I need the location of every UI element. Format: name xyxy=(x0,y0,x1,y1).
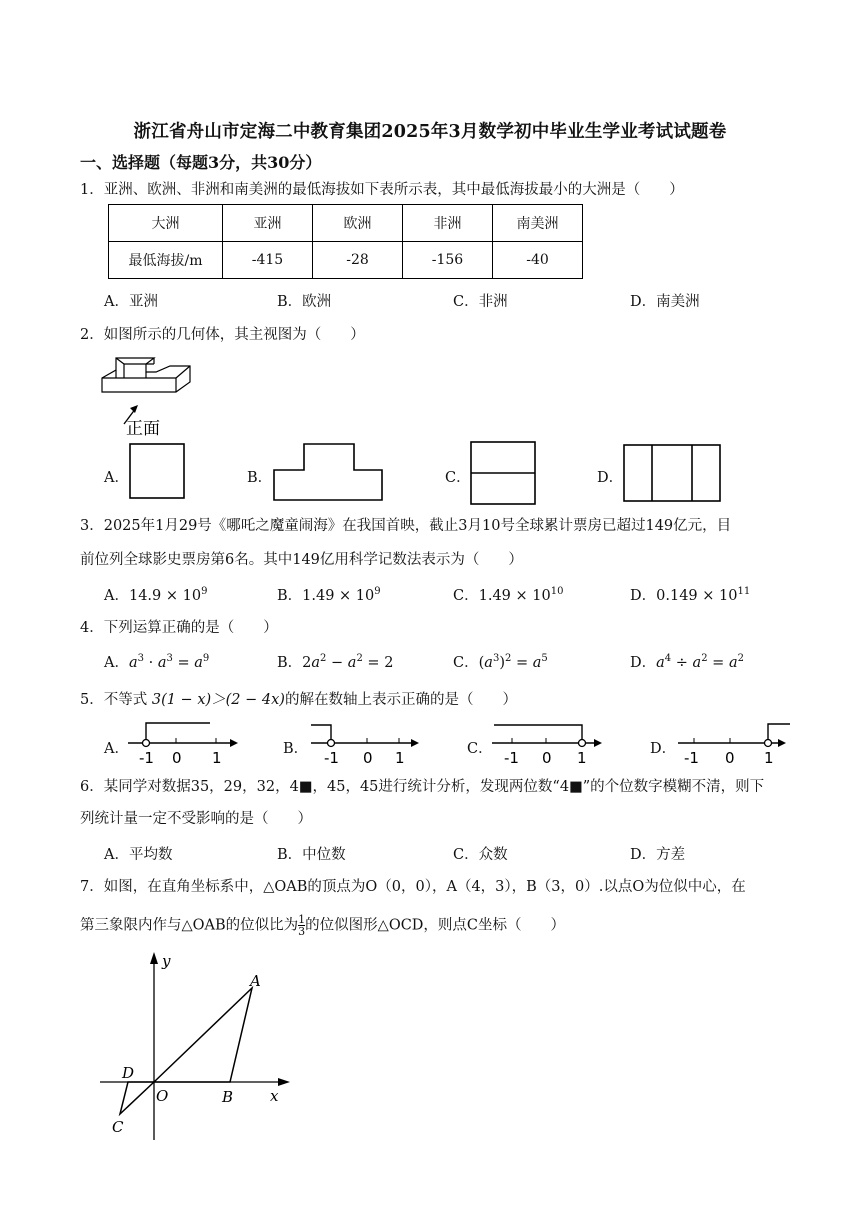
point-a-label: A xyxy=(250,972,261,990)
number-line-d xyxy=(674,718,796,766)
y-axis-label: y xyxy=(162,952,171,970)
option-label: B． xyxy=(277,655,303,671)
q2-option-b[interactable]: B． xyxy=(247,470,273,486)
table-cell: 南美洲 xyxy=(493,205,583,242)
number-line-b xyxy=(307,718,423,766)
option-label: D． xyxy=(630,655,657,671)
view-b-stepped xyxy=(270,440,386,504)
view-c-split-horizontal xyxy=(469,440,537,506)
number-line-a xyxy=(126,718,242,766)
q3-option-a[interactable] xyxy=(104,584,207,605)
q6-option-b[interactable]: B．中位数 xyxy=(277,847,346,863)
table-row xyxy=(109,205,583,242)
tick-label: -1 xyxy=(684,749,699,766)
tick-label: 0 xyxy=(542,749,552,766)
q4-option-a[interactable]: A．$a^3 \cdot a^3 = a^9$ xyxy=(104,653,210,671)
number-line-c xyxy=(488,718,608,766)
q1-option-a[interactable]: A．亚洲 xyxy=(104,294,158,310)
q5-option-d[interactable]: D． xyxy=(650,741,677,757)
question-2-text: 2．如图所示的几何体，其主视图为（ ） xyxy=(80,327,365,343)
tick-label: 1 xyxy=(395,749,405,766)
tick-label: 1 xyxy=(212,749,222,766)
q3-option-d[interactable] xyxy=(630,584,750,605)
q6-option-a[interactable]: A．平均数 xyxy=(104,847,173,863)
q4-option-c[interactable]: C．$(a^3)^2 = a^5$ xyxy=(453,653,548,671)
option-exponent: 9 xyxy=(374,586,381,598)
coordinate-figure xyxy=(98,948,294,1144)
question-5-text xyxy=(80,690,517,710)
tick-label: 0 xyxy=(363,749,373,766)
altitude-table xyxy=(108,204,583,279)
q1-option-d[interactable]: D．南美洲 xyxy=(630,294,700,310)
inequality: 3(1 − x)＞(2 − 4x) xyxy=(151,692,285,708)
question-7-line2 xyxy=(80,914,565,937)
question-1-text: 1．亚洲、欧洲、非洲和南美洲的最低海拔如下表所示表，其中最低海拔最小的大洲是（ ） xyxy=(80,182,684,198)
fraction-numerator: 1 xyxy=(298,913,306,926)
point-d-label: D xyxy=(122,1064,135,1082)
point-c-label: C xyxy=(112,1118,124,1136)
tick-label: 0 xyxy=(725,749,735,766)
x-axis-label: x xyxy=(270,1087,279,1105)
question-4-text: 4．下列运算正确的是（ ） xyxy=(80,620,278,636)
q5-option-c[interactable]: C． xyxy=(467,741,493,757)
table-cell: 亚洲 xyxy=(223,205,313,242)
tick-label: -1 xyxy=(324,749,339,766)
q1-option-c[interactable]: C．非洲 xyxy=(453,294,508,310)
option-label: D． xyxy=(630,588,657,604)
q6-option-c[interactable]: C．众数 xyxy=(453,847,508,863)
table-cell: 大洲 xyxy=(109,205,223,242)
tick-label: 1 xyxy=(577,749,587,766)
q5-option-a[interactable]: A． xyxy=(104,741,129,757)
view-a-square xyxy=(128,442,188,502)
table-cell: -40 xyxy=(493,242,583,279)
option-value: 1.49 × 10 xyxy=(478,588,551,604)
front-label: 正面 xyxy=(126,419,160,438)
q1-option-b[interactable]: B．欧洲 xyxy=(277,294,332,310)
tick-label: 1 xyxy=(764,749,774,766)
option-exponent: 11 xyxy=(737,586,751,598)
section-heading: 一、选择题（每题3分，共30分） xyxy=(80,153,322,172)
solid-figure xyxy=(96,352,206,438)
question-6-line2: 列统计量一定不受影响的是（ ） xyxy=(80,811,312,827)
q4-option-b[interactable]: B．$2a^2 - a^2 = 2$ xyxy=(277,653,394,671)
q3-option-b[interactable] xyxy=(277,584,381,605)
question-6-line1: 6．某同学对数据35，29，32，4■，45，45进行统计分析，发现两位数“4■”的个位数字模糊不清，则下 xyxy=(80,779,765,795)
fraction-denominator: 3 xyxy=(298,925,306,938)
option-value: 1.49 × 10 xyxy=(302,588,375,604)
tick-label: 0 xyxy=(172,749,182,766)
table-row xyxy=(109,242,583,279)
option-exponent: 9 xyxy=(201,586,208,598)
option-label: B． xyxy=(277,588,303,604)
table-cell: 最低海拔/m xyxy=(109,242,223,279)
question-3-line2: 前位列全球影史票房第6名。其中149亿用科学记数法表示为（ ） xyxy=(80,552,523,568)
question-3-line1: 3．2025年1月29号《哪吒之魔童闹海》在我国首映，截止3月10号全球累计票房已超过149亿元，目 xyxy=(80,518,732,534)
table-cell: -156 xyxy=(403,242,493,279)
option-label: C． xyxy=(453,655,479,671)
q2-option-c[interactable]: C． xyxy=(445,470,471,486)
question-7-line1: 7．如图，在直角坐标系中，△OAB的顶点为O（0，0），A（4，3），B（3，0）.以点O为位似中心，在 xyxy=(80,879,746,895)
tick-label: -1 xyxy=(139,749,154,766)
table-cell: -415 xyxy=(223,242,313,279)
q7-line2-suffix: 的位似图形△OCD，则点C坐标（ ） xyxy=(305,917,566,934)
table-cell: 欧洲 xyxy=(313,205,403,242)
option-exponent: 10 xyxy=(550,586,564,598)
q2-option-a[interactable]: A． xyxy=(104,470,129,486)
option-label: A． xyxy=(104,588,129,604)
view-d-split-vertical xyxy=(622,443,722,503)
q3-option-c[interactable] xyxy=(453,584,563,605)
q6-option-d[interactable]: D．方差 xyxy=(630,847,686,863)
point-o-label: O xyxy=(156,1087,169,1105)
option-value: 0.149 × 10 xyxy=(656,588,738,604)
q5-suffix: 的解在数轴上表示正确的是（ ） xyxy=(284,692,517,708)
tick-label: -1 xyxy=(504,749,519,766)
option-label: C． xyxy=(453,588,479,604)
table-cell: -28 xyxy=(313,242,403,279)
table-cell: 非洲 xyxy=(403,205,493,242)
q7-line2-prefix: 第三象限内作与△OAB的位似比为 xyxy=(80,917,299,934)
q2-option-d[interactable]: D． xyxy=(597,470,624,486)
q5-prefix: 5．不等式 xyxy=(80,692,152,708)
q5-option-b[interactable]: B． xyxy=(283,741,309,757)
point-b-label: B xyxy=(222,1088,234,1106)
page-title: 浙江省舟山市定海二中教育集团2025年3月数学初中毕业生学业考试试题卷 xyxy=(133,122,727,142)
q4-option-d[interactable]: D．$a^4 \div a^2 = a^2$ xyxy=(630,653,744,671)
option-label: A． xyxy=(104,655,129,671)
option-value: 14.9 × 10 xyxy=(128,588,202,604)
